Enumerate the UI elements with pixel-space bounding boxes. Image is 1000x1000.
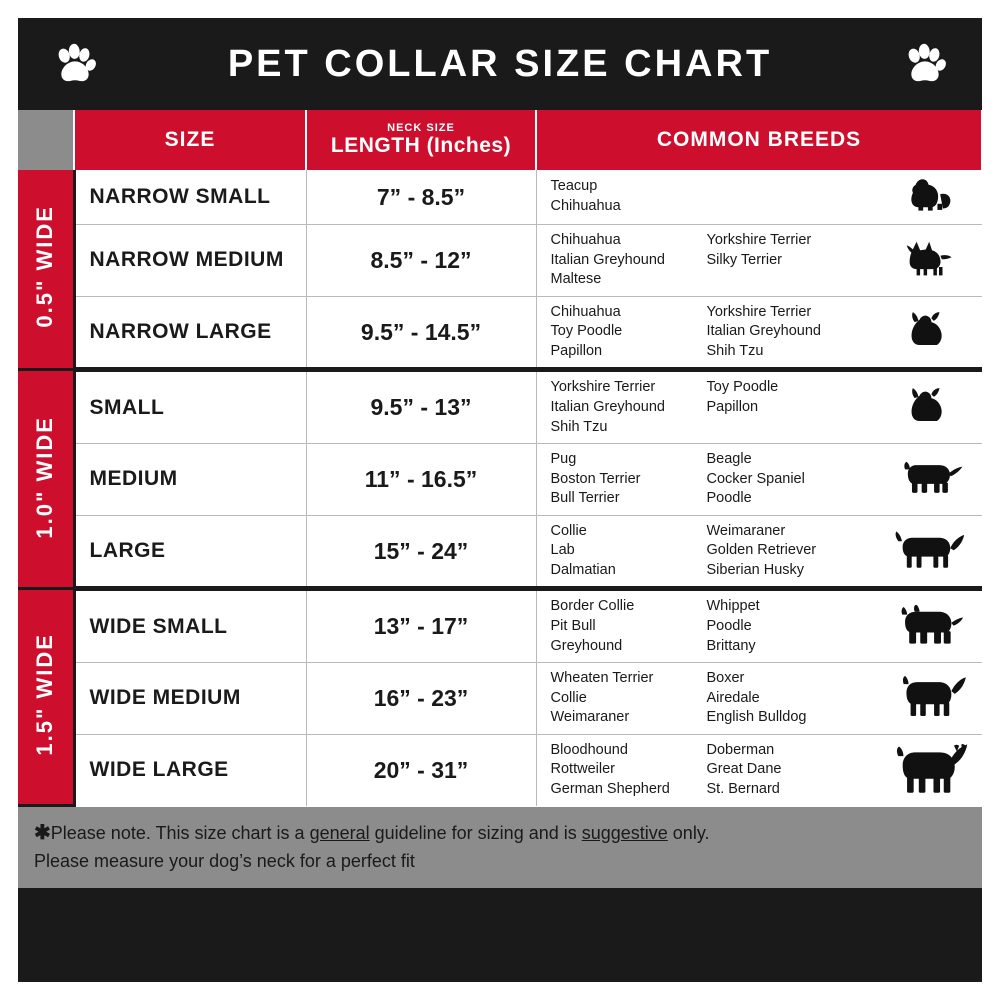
- cell-breeds: [536, 296, 982, 370]
- cell-breeds: [536, 663, 982, 735]
- breed-item: Collie: [550, 522, 587, 539]
- footer-text-c: only.: [667, 823, 710, 843]
- breed-column-1: [551, 741, 707, 800]
- breed-column-2: [707, 522, 863, 581]
- breed-item: Yorkshire Terrier: [706, 303, 812, 320]
- breed-item: Doberman: [706, 741, 775, 758]
- breed-column-1: [551, 669, 707, 728]
- cell-breeds: [536, 225, 982, 297]
- cell-length: 9.5” - 14.5”: [306, 296, 536, 370]
- breed-item: Chihuahua: [550, 232, 621, 248]
- table-header-row: [18, 110, 982, 170]
- dog-papillon-icon: [886, 385, 978, 431]
- breed-item: Yorkshire Terrier: [706, 232, 812, 248]
- dog-papillon-icon: [886, 309, 978, 355]
- dog-pitbull-icon: [886, 605, 978, 649]
- breed-item: Italian Greyhound: [550, 398, 665, 415]
- breed-item: English Bulldog: [706, 709, 807, 726]
- breed-item: Beagle: [706, 451, 752, 468]
- breed-item: Teacup: [550, 178, 598, 195]
- table-corner-cell: [18, 110, 74, 170]
- cell-breeds: [536, 170, 982, 225]
- table-row: [18, 170, 982, 225]
- breed-column-2: [707, 177, 863, 216]
- dog-chihuahua-icon: [886, 239, 978, 281]
- breed-item: Cocker Spaniel: [706, 470, 805, 487]
- breed-column-1: [551, 231, 707, 290]
- cell-length: 8.5” - 12”: [306, 225, 536, 297]
- breed-column-1: [551, 522, 707, 581]
- width-group-label: 1.5" WIDE: [18, 589, 74, 806]
- cell-length: 11” - 16.5”: [306, 444, 536, 516]
- breed-column-1: [551, 378, 707, 437]
- breed-item: Toy Poodle: [706, 379, 779, 396]
- breed-item: Papillon: [550, 342, 603, 359]
- width-group-label: 0.5" WIDE: [18, 170, 74, 370]
- breed-item: Chihuahua: [550, 198, 621, 214]
- cell-length: 9.5” - 13”: [306, 370, 536, 444]
- breed-column-2: [707, 303, 863, 362]
- cell-size: NARROW MEDIUM: [74, 225, 306, 297]
- cell-length: 20” - 31”: [306, 734, 536, 805]
- breed-column-1: [551, 303, 707, 362]
- cell-length: 13” - 17”: [306, 589, 536, 663]
- breed-item: Dalmatian: [550, 561, 616, 578]
- paw-icon: [52, 42, 98, 88]
- breed-item: Rottweiler: [550, 761, 615, 778]
- breed-item: Poodle: [706, 618, 752, 634]
- breed-column-2: [707, 597, 863, 656]
- cell-size: LARGE: [74, 515, 306, 589]
- cell-size: MEDIUM: [74, 444, 306, 516]
- cell-length: 7” - 8.5”: [306, 170, 536, 225]
- breed-item: Pit Bull: [550, 618, 596, 634]
- breed-item: Italian Greyhound: [550, 251, 665, 268]
- breed-item: Shih Tzu: [550, 418, 608, 435]
- table-row: [18, 296, 982, 370]
- table-row: [18, 663, 982, 735]
- footer-line-2: Please measure your dog’s neck for a perfect fit: [34, 851, 415, 871]
- breed-column-2: [707, 231, 863, 290]
- cell-breeds: [536, 734, 982, 805]
- cell-size: WIDE SMALL: [74, 589, 306, 663]
- breed-column-2: [707, 378, 863, 437]
- dog-retriever-icon: [886, 529, 978, 573]
- breed-item: Collie: [550, 689, 587, 706]
- footer-underline-suggestive: suggestive: [581, 823, 668, 843]
- breed-item: Pug: [550, 451, 577, 468]
- breed-item: Greyhound: [550, 637, 623, 654]
- cell-size: SMALL: [74, 370, 306, 444]
- breed-column-1: [551, 597, 707, 656]
- cell-length: 16” - 23”: [306, 663, 536, 735]
- cell-size: WIDE LARGE: [74, 734, 306, 805]
- dog-boxer-icon: [886, 675, 978, 721]
- breed-item: Toy Poodle: [550, 323, 623, 340]
- width-group-label: 1.0" WIDE: [18, 370, 74, 589]
- breed-item: Boxer: [706, 670, 745, 687]
- breed-item: Weimaraner: [550, 709, 630, 726]
- table-row: [18, 444, 982, 516]
- breed-item: Bull Terrier: [550, 490, 620, 507]
- footer-line-1: [34, 819, 966, 848]
- table-row: [18, 734, 982, 805]
- breed-item: Yorkshire Terrier: [550, 379, 656, 396]
- breed-item: Silky Terrier: [706, 251, 782, 268]
- breed-item: Chihuahua: [550, 303, 621, 320]
- breed-item: Great Dane: [706, 761, 782, 778]
- breed-item: Boston Terrier: [550, 470, 641, 487]
- column-header-length-main: LENGTH (Inches): [330, 134, 512, 158]
- breed-item: Border Collie: [550, 598, 635, 615]
- asterisk-icon: ✱: [34, 822, 51, 844]
- column-header-breeds: COMMON BREEDS: [536, 110, 982, 170]
- breed-column-2: [707, 450, 863, 509]
- breed-item: German Shepherd: [550, 780, 670, 797]
- breed-item: Lab: [550, 542, 575, 559]
- breed-item: Brittany: [706, 637, 756, 654]
- table-row: [18, 370, 982, 444]
- chart-header: [18, 18, 982, 110]
- breed-column-1: [551, 450, 707, 509]
- column-header-length-sub: NECK SIZE: [387, 122, 455, 135]
- breed-item: Italian Greyhound: [706, 323, 821, 340]
- dog-pug-icon: [886, 459, 978, 499]
- breed-item: Papillon: [706, 398, 759, 415]
- cell-breeds: [536, 444, 982, 516]
- size-table: [18, 110, 983, 807]
- cell-breeds: [536, 589, 982, 663]
- breed-item: Wheaten Terrier: [550, 670, 654, 687]
- dog-doberman-icon: [886, 744, 978, 796]
- column-header-size: SIZE: [74, 110, 306, 170]
- breed-column-1: [551, 177, 707, 216]
- column-header-length: [306, 110, 536, 170]
- breed-item: Weimaraner: [706, 522, 786, 539]
- footer-underline-general: general: [309, 823, 370, 843]
- breed-item: Whippet: [706, 598, 760, 615]
- footer-note: [18, 807, 982, 888]
- breed-item: Poodle: [706, 490, 752, 507]
- cell-size: NARROW LARGE: [74, 296, 306, 370]
- table-row: [18, 515, 982, 589]
- table-row: [18, 589, 982, 663]
- cell-size: NARROW SMALL: [74, 170, 306, 225]
- breed-item: Maltese: [550, 271, 602, 288]
- breed-item: Bloodhound: [550, 741, 628, 758]
- page-title: PET COLLAR SIZE CHART: [227, 42, 773, 85]
- table-row: [18, 225, 982, 297]
- footer-text-b: guideline for sizing and is: [369, 823, 582, 843]
- cell-size: WIDE MEDIUM: [74, 663, 306, 735]
- cell-breeds: [536, 515, 982, 589]
- paw-icon: [902, 42, 948, 88]
- cell-breeds: [536, 370, 982, 444]
- breed-item: Siberian Husky: [706, 561, 805, 578]
- breed-item: Airedale: [706, 689, 760, 706]
- footer-text-a: Please note. This size chart is a: [50, 823, 310, 843]
- breed-item: St. Bernard: [706, 780, 780, 797]
- cell-length: 15” - 24”: [306, 515, 536, 589]
- dog-yorkie-icon: [886, 176, 978, 218]
- breed-column-2: [707, 669, 863, 728]
- breed-column-2: [707, 741, 863, 800]
- breed-item: Shih Tzu: [706, 342, 764, 359]
- breed-item: Golden Retriever: [706, 542, 817, 559]
